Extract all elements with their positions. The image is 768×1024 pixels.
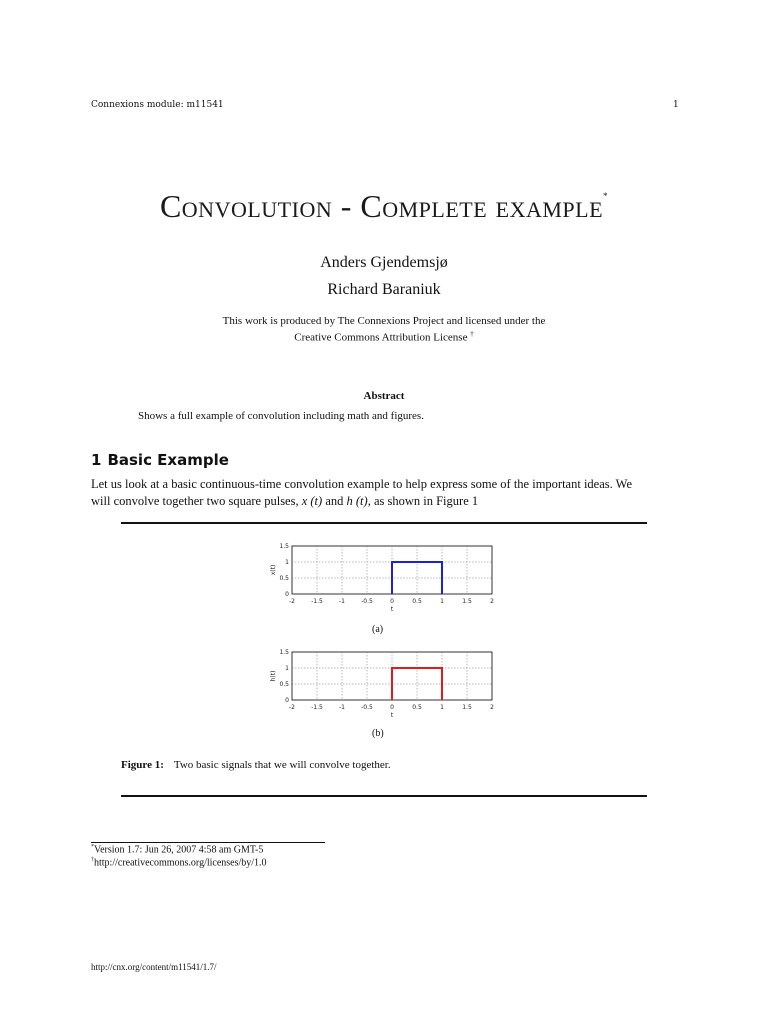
title-footnote-mark: * xyxy=(603,191,609,201)
license-footnote-mark: † xyxy=(470,330,474,338)
author-2: Richard Baraniuk xyxy=(327,281,441,298)
x-tick-label: 1 xyxy=(440,704,444,711)
running-header-page-number: 1 xyxy=(673,100,679,110)
section-heading xyxy=(91,451,235,469)
x-axis-label: t xyxy=(390,606,394,613)
license-line-2 xyxy=(0,330,768,344)
page-footer-url: http://cnx.org/content/m11541/1.7/ xyxy=(91,962,217,972)
x-tick-label: -1 xyxy=(339,598,345,605)
x-tick-label: 0.5 xyxy=(412,598,422,605)
license-text: Creative Commons Attribution License xyxy=(294,331,468,344)
figure-caption-text: Two basic signals that we will convolve together. xyxy=(173,759,391,771)
author-1: Anders Gjendemsjø xyxy=(320,254,448,271)
x-tick-label: -2 xyxy=(289,598,295,605)
figure-label: Figure 1: xyxy=(121,759,164,771)
y-tick-label: 0 xyxy=(285,697,289,704)
y-tick-label: 1 xyxy=(285,559,289,566)
y-tick-label: 1.5 xyxy=(279,543,289,550)
y-tick-label: 0 xyxy=(285,591,289,598)
footnote-rule xyxy=(91,842,325,843)
y-tick-label: 0.5 xyxy=(279,681,289,688)
plot-x-area xyxy=(270,543,494,613)
x-tick-label: 0 xyxy=(390,598,394,605)
x-tick-label: -0.5 xyxy=(361,598,373,605)
footnote-dagger-text: http://creativecommons.org/licenses/by/1.0 xyxy=(94,857,267,869)
x-tick-label: 2 xyxy=(490,704,494,711)
para-text-and: and xyxy=(322,494,347,508)
running-header-module: Connexions module: m11541 xyxy=(91,100,224,110)
x-tick-label: -2 xyxy=(289,704,295,711)
footnote-version xyxy=(91,844,263,855)
x-tick-label: 0.5 xyxy=(412,704,422,711)
footnote-star-text: Version 1.7: Jun 26, 2007 4:58 am GMT-5 xyxy=(94,844,264,856)
x-tick-label: 2 xyxy=(490,598,494,605)
figure-bottom-rule xyxy=(121,795,647,797)
paragraph-line-2 xyxy=(91,492,691,510)
plot-x-of-t xyxy=(262,536,502,624)
y-tick-label: 1.5 xyxy=(279,649,289,656)
x-tick-label: -1 xyxy=(339,704,345,711)
page-title xyxy=(0,188,768,225)
section-number: 1 xyxy=(91,451,102,469)
x-tick-label: 0 xyxy=(390,704,394,711)
figure-top-rule xyxy=(121,522,647,524)
x-tick-label: -1.5 xyxy=(311,598,323,605)
y-tick-label: 1 xyxy=(285,665,289,672)
plot-h-of-t xyxy=(262,642,502,730)
section-title: Basic Example xyxy=(107,451,229,469)
x-tick-label: 1.5 xyxy=(462,704,472,711)
footnote-star-mark: * xyxy=(91,844,94,850)
figure-caption xyxy=(121,759,391,771)
math-h-of-t: h (t) xyxy=(346,494,368,508)
y-axis-label: h(t) xyxy=(270,670,277,682)
math-x-of-t: x (t) xyxy=(301,494,323,508)
x-axis-label: t xyxy=(390,712,394,719)
para-text-a: will convolve together two square pulses, xyxy=(91,494,302,508)
subcaption-a: (a) xyxy=(372,624,384,635)
x-tick-label: 1.5 xyxy=(462,598,472,605)
y-tick-label: 0.5 xyxy=(279,575,289,582)
abstract-heading: Abstract xyxy=(363,390,405,402)
subcaption-b: (b) xyxy=(372,728,384,739)
paragraph-line-1: Let us look at a basic continuous-time convolution example to help express some of the important ideas. We xyxy=(91,477,632,491)
para-text-b: , as shown in Figure 1 xyxy=(367,494,479,508)
plot-h-area xyxy=(270,649,494,719)
x-tick-label: 1 xyxy=(440,598,444,605)
footnote-dagger-mark: † xyxy=(91,857,94,863)
x-tick-label: -0.5 xyxy=(361,704,373,711)
title-text: Convolution - Complete example xyxy=(159,188,604,224)
license-line-1: This work is produced by The Connexions Project and licensed under the xyxy=(222,315,546,327)
abstract-text: Shows a full example of convolution including math and figures. xyxy=(138,410,424,422)
y-axis-label: x(t) xyxy=(270,564,277,576)
footnote-license-url xyxy=(91,857,267,868)
x-tick-label: -1.5 xyxy=(311,704,323,711)
